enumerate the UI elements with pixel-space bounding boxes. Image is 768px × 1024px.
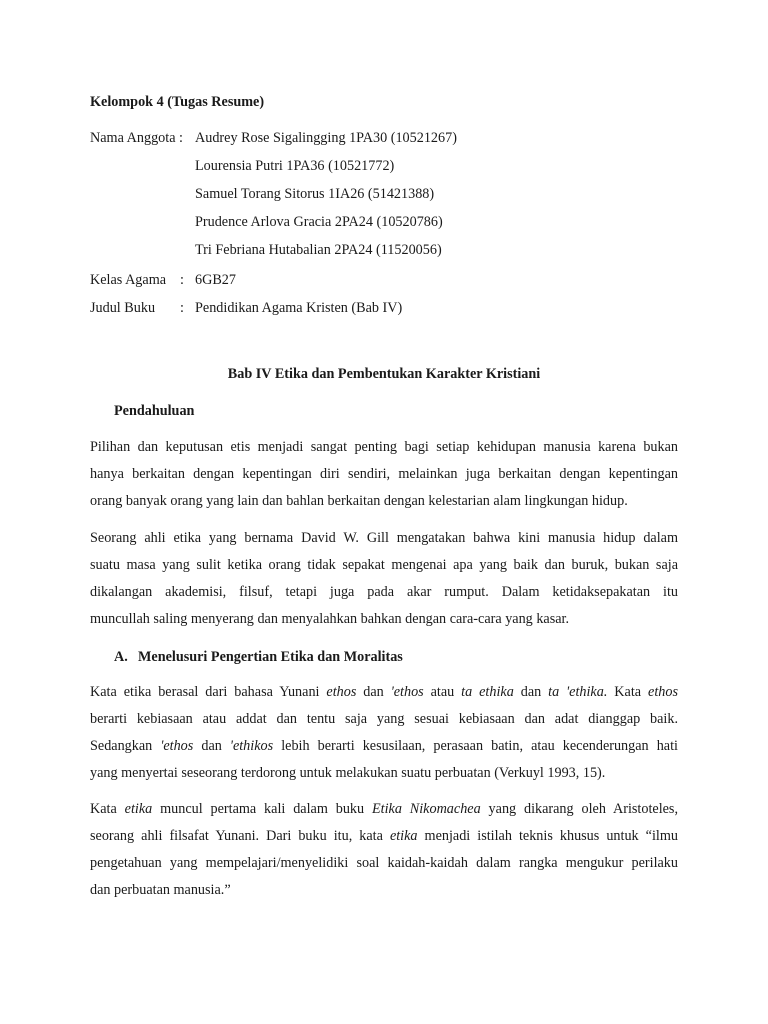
chapter-title: Bab IV Etika dan Pembentukan Karakter Kristiani <box>227 366 541 382</box>
italic-term: Etika Nikomachea <box>371 801 481 817</box>
text-run: Kata <box>90 801 125 817</box>
paragraph-line <box>90 733 678 760</box>
text-run: menjadi istilah teknis khusus untuk “ilmu <box>417 828 678 844</box>
section-a-title: Menelusuri Pengertian Etika dan Moralitas <box>138 649 403 665</box>
text-run: Sedangkan <box>90 738 161 754</box>
italic-term: etika <box>389 828 418 844</box>
member-3: Samuel Torang Sitorus 1IA26 (51421388) <box>195 186 435 202</box>
paragraph-3 <box>90 679 678 787</box>
paragraph-line <box>90 679 678 706</box>
paragraph-line: orang banyak orang yang lain dan bahlan berkaitan dengan kelestarian alam lingkungan hidup. <box>90 493 628 509</box>
paragraph-4 <box>90 796 678 904</box>
text-run: dan <box>193 738 230 754</box>
book-separator: : <box>180 300 184 316</box>
paragraph-1 <box>90 434 678 515</box>
text-run: Kata etika berasal dari bahasa Yunani <box>90 684 327 700</box>
book-label: Judul Buku <box>90 300 156 316</box>
italic-term: etika <box>124 801 153 817</box>
italic-term: ta ethika <box>461 684 514 700</box>
intro-heading: Pendahuluan <box>114 403 195 419</box>
italic-term: ethos <box>326 684 357 700</box>
paragraph-line <box>90 796 678 823</box>
paragraph-line: dikalangan akademisi, filsuf, tetapi juga pada akar rumput. Dalam ketidaksepakatan itu <box>90 584 678 600</box>
text-run: dan <box>513 684 549 700</box>
paragraph-line: Pilihan dan keputusan etis menjadi sangat penting bagi setiap kehidupan manusia karena bukan <box>90 439 678 455</box>
paragraph-line <box>90 823 678 850</box>
italic-term: ta 'ethika. <box>548 684 608 700</box>
paragraph-line: Seorang ahli etika yang bernama David W. Gill mengatakan bahwa kini manusia hidup dalam <box>90 530 678 546</box>
text-run: Kata <box>607 684 649 700</box>
italic-term: 'ethikos <box>229 738 274 754</box>
book-value: Pendidikan Agama Kristen (Bab IV) <box>195 300 403 316</box>
member-4: Prudence Arlova Gracia 2PA24 (10520786) <box>195 214 443 230</box>
italic-term: 'ethos <box>160 738 194 754</box>
paragraph-line: berarti kebiasaan atau addat dan tentu saja yang sesuai kebiasaan dan adat dianggap baik. <box>90 711 678 727</box>
member-1: Audrey Rose Sigalingging 1PA30 (10521267) <box>195 130 457 146</box>
members-label: Nama Anggota : <box>90 130 183 146</box>
paragraph-line: hanya berkaitan dengan kepentingan diri sendiri, melainkan juga berkaitan dengan kepentingan <box>90 466 678 482</box>
paragraph-line: yang menyertai seseorang terdorong untuk melakukan suatu perbuatan (Verkuyl 1993, 15). <box>90 765 606 781</box>
member-2: Lourensia Putri 1PA36 (10521772) <box>195 158 395 174</box>
paragraph-line: pengetahuan yang mempelajari/menyelidiki soal kaidah-kaidah dalam rangka mengukur perilaku <box>90 855 678 871</box>
class-separator: : <box>180 272 184 288</box>
section-a-letter: A. <box>114 649 128 665</box>
paragraph-line: suatu masa yang sulit ketika orang tidak sepakat mengenai apa yang baik dan buruk, bukan saja <box>90 557 678 573</box>
member-5: Tri Febriana Hutabalian 2PA24 (11520056) <box>195 242 442 258</box>
italic-term: 'ethos <box>390 684 424 700</box>
class-label: Kelas Agama <box>90 272 167 288</box>
text-run: lebih berarti kesusilaan, perasaan batin, atau kecenderungan hati <box>273 738 678 754</box>
text-run: seorang ahli filsafat Yunani. Dari buku itu, kata <box>90 828 390 844</box>
class-value: 6GB27 <box>195 272 236 288</box>
text-run: yang dikarang oleh Aristoteles, <box>480 801 679 817</box>
paragraph-2 <box>90 525 678 633</box>
paragraph-line: dan perbuatan manusia.” <box>90 882 231 898</box>
italic-term: ethos <box>648 684 678 700</box>
doc-title: Kelompok 4 (Tugas Resume) <box>90 94 265 110</box>
paragraph-line: muncullah saling menyerang dan menyalahkan bahkan dengan cara-cara yang kasar. <box>90 611 570 627</box>
text-run: dan <box>356 684 391 700</box>
text-run: atau <box>423 684 462 700</box>
text-run: muncul pertama kali dalam buku <box>152 801 372 817</box>
